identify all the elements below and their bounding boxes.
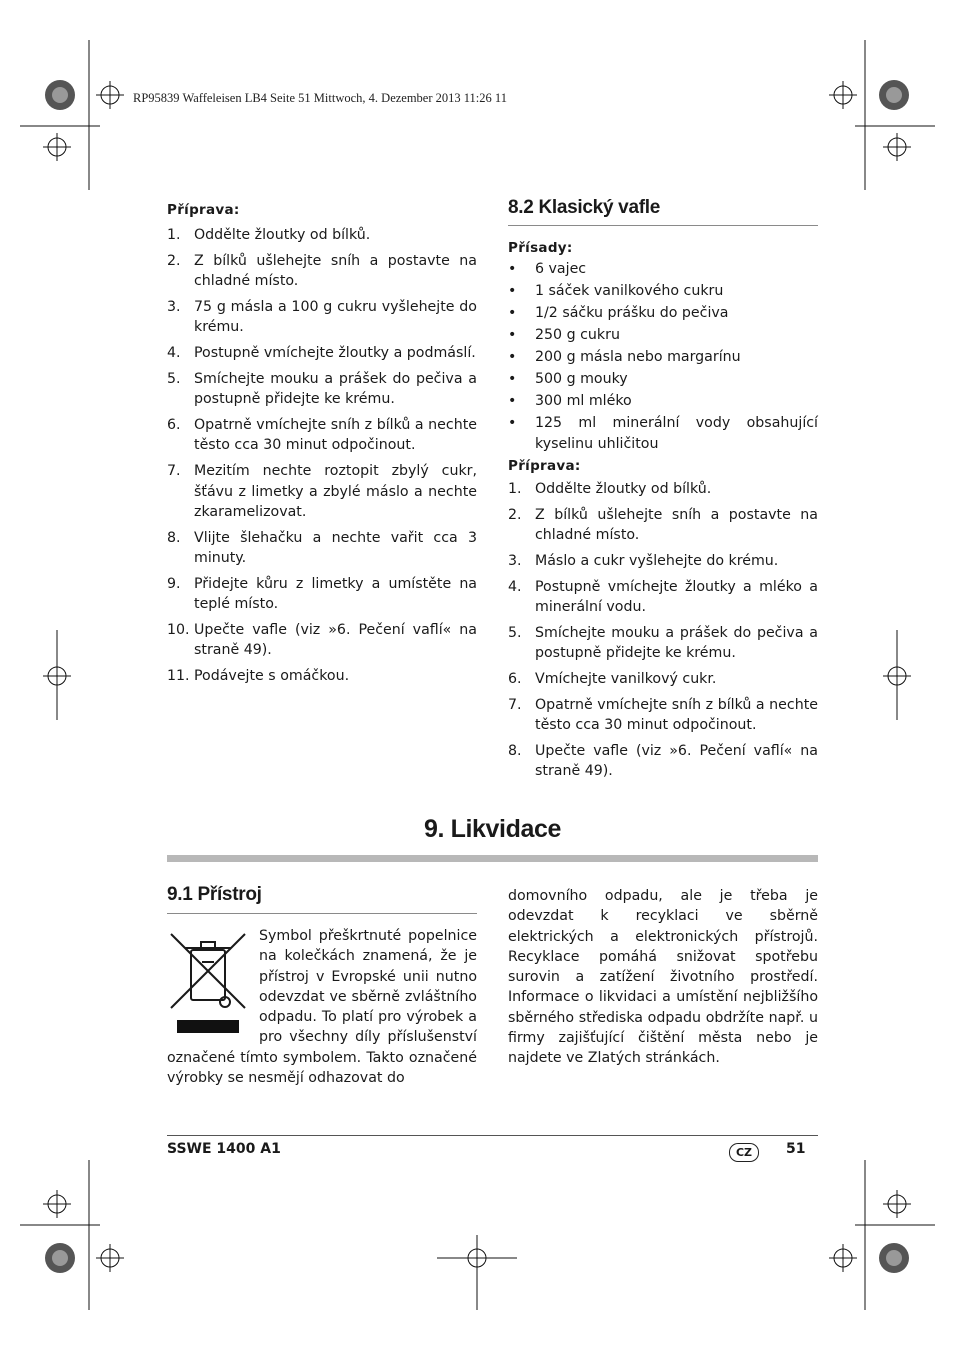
list-item: 2. Z bílků ušlehejte sníh a postavte na chladné místo. <box>508 506 818 544</box>
section-heading-9-1: 9.1 Přístroj <box>167 884 477 914</box>
section-heading-8-2: 8.2 Klasický vafle <box>508 198 818 226</box>
right-steps-list <box>508 479 818 781</box>
list-item: 7. Mezitím nechte roztopit zbylý cukr, šťávu z limetky a zbylé máslo a nechte zkaramelizovat. <box>167 463 477 520</box>
ingredients-list <box>508 259 818 454</box>
list-item: 3. Máslo a cukr vyšlehejte do krému. <box>508 552 779 569</box>
crossed-bin-icon <box>167 928 251 1038</box>
list-item: 2. Z bílků ušlehejte sníh a postavte na chladné místo. <box>167 253 477 290</box>
left-column <box>167 200 477 692</box>
list-item: 10. Upečte vafle (viz »6. Pečení vaflí« na straně 49). <box>167 621 477 659</box>
list-item: 5. Smíchejte mouku a prášek do pečiva a postupně přidejte ke krému. <box>167 371 477 408</box>
preparation-label: Příprava: <box>508 457 581 474</box>
section-9-1 <box>167 884 477 1088</box>
right-column <box>508 198 818 787</box>
page-number: 51 <box>786 1141 806 1157</box>
section-title-9: 9. Likvidace <box>424 815 561 843</box>
list-item: 9. Přidejte kůru z limetky a umístěte na teplé místo. <box>167 575 477 613</box>
list-item: 1. Oddělte žloutky od bílků. <box>508 480 712 497</box>
ingredients-label: Přísady: <box>508 240 573 257</box>
list-item: 8. Vlijte šlehačku a nechte vařit cca 3 minuty. <box>167 529 477 566</box>
list-item: 4. Postupně vmíchejte žloutky a podmáslí. <box>167 345 476 362</box>
preparation-label: Příprava: <box>167 202 240 218</box>
list-item: • 200 g másla nebo margarínu <box>508 348 741 365</box>
disposal-text-left <box>167 926 477 1088</box>
list-item: • 300 ml mléko <box>508 393 632 410</box>
list-item: 1. Oddělte žloutky od bílků. <box>167 227 371 244</box>
list-item: 8. Upečte vafle (viz »6. Pečení vaflí« na straně 49). <box>508 742 818 779</box>
disposal-paragraph-right: domovního odpadu, ale je třeba je odevzdat k recyklaci ve sběrně elektrických a elektronických přístrojů. Recyklace pomáhá snižovat spotřebu surovin a zatížení životního prostředí. Informace o likvidaci a umístění nejbližšího sběrného střediska odpadu obdržíte např. u firmy zajišťující čištění města nebo je najdete ve Zlatých stránkách. <box>508 888 818 1067</box>
disposal-paragraph-left: Symbol přeškrtnuté popelnice na kolečkách znamená, že je přístroj v Evropské unii nutno odevzdat ve sběrně zvláštního odpadu. To platí pro výrobek a pro všechny díly příslušenství označené tímto symbolem. Takto označené výrobky se nesmějí odhazovat do <box>167 928 477 1087</box>
list-item: 3. 75 g másla a 100 g cukru vyšlehejte do krému. <box>167 299 477 336</box>
list-item: 5. Smíchejte mouku a prášek do pečiva a postupně přidejte ke krému. <box>508 624 818 662</box>
section-title-rule <box>167 855 818 862</box>
footer-model: SSWE 1400 A1 <box>167 1141 281 1157</box>
list-item: • 250 g cukru <box>508 326 620 343</box>
list-item: 11. Podávejte s omáčkou. <box>167 667 350 684</box>
list-item: • 500 g mouky <box>508 371 628 388</box>
list-item: • 125 ml minerální vody obsahující kyselinu uhličitou <box>508 415 818 452</box>
print-header: RP95839 Waffeleisen LB4 Seite 51 Mittwoch, 4. Dezember 2013 11:26 11 <box>133 91 507 105</box>
list-item: 6. Vmíchejte vanilkový cukr. <box>508 670 717 687</box>
list-item: • 1/2 sáčku prášku do pečiva <box>508 304 729 321</box>
left-steps-list <box>167 225 477 686</box>
list-item: • 1 sáček vanilkového cukru <box>508 282 724 299</box>
list-item: 4. Postupně vmíchejte žloutky a mléko a minerální vodu. <box>508 578 818 615</box>
list-item: 7. Opatrně vmíchejte sníh z bílků a nechte těsto cca 30 minut odpočinout. <box>508 696 818 733</box>
list-item: • 6 vajec <box>508 260 587 277</box>
footer-rule <box>167 1135 818 1136</box>
language-badge: CZ <box>729 1143 759 1162</box>
list-item: 6. Opatrně vmíchejte sníh z bílků a nechte těsto cca 30 minut odpočinout. <box>167 417 477 454</box>
